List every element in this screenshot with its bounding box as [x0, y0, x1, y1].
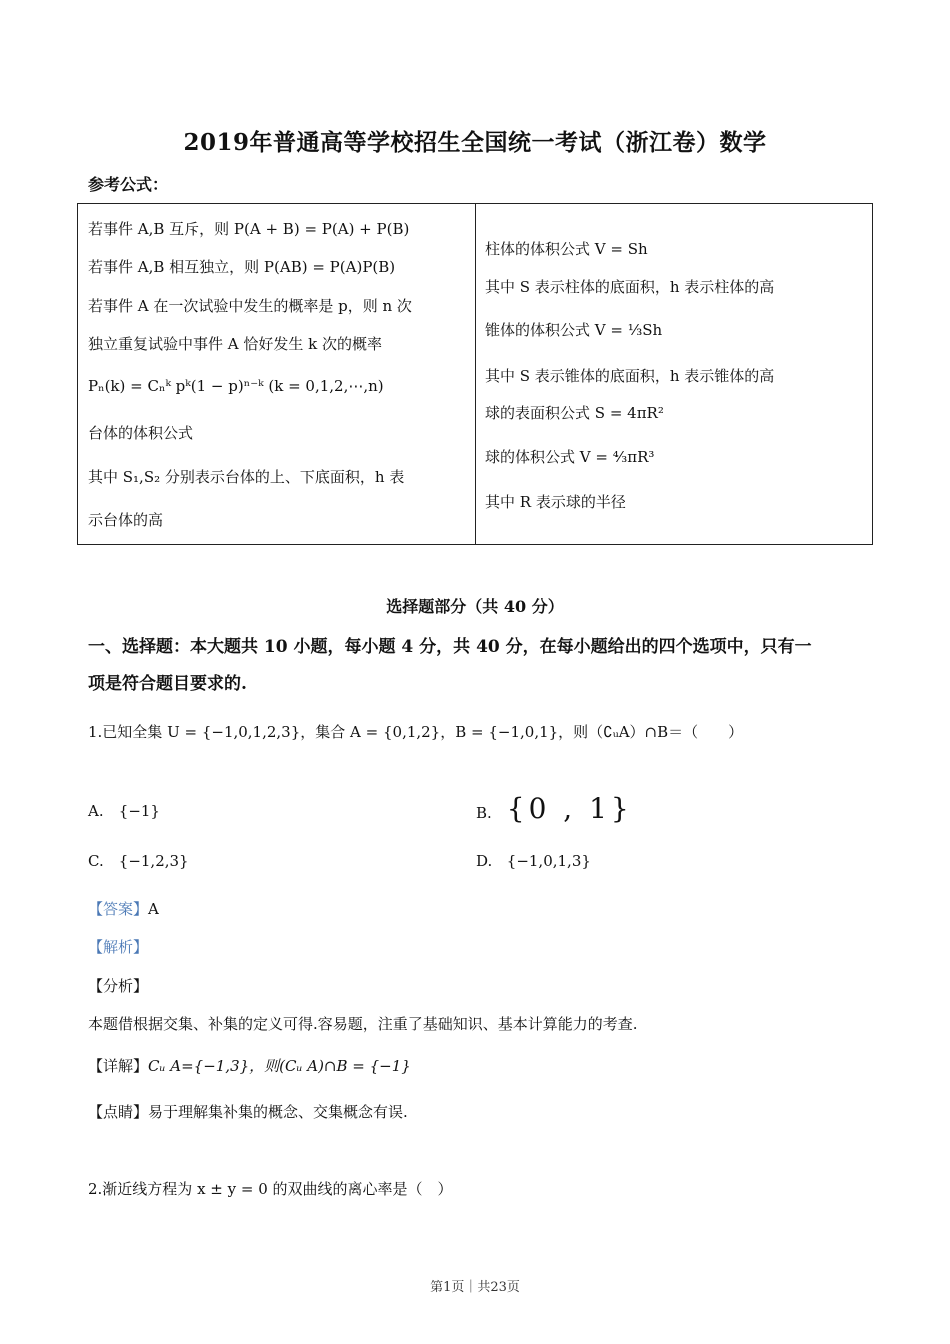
option-a-value: {−1} — [118, 802, 160, 820]
question-2-stem: 2.渐近线方程为 x ± y = 0 的双曲线的离心率是（ ） — [88, 1180, 453, 1198]
option-c — [88, 852, 189, 870]
answer-line — [88, 898, 159, 919]
formula-right-1: 柱体的体积公式 V = Sh — [485, 240, 648, 258]
option-b — [476, 792, 633, 825]
option-c-label: C. — [88, 852, 104, 870]
instruction-line-2: 项是符合题目要求的. — [88, 674, 247, 694]
fenxi-text: 本题借根据交集、补集的定义可得.容易题，注重了基础知识、基本计算能力的考查. — [88, 1015, 638, 1033]
option-d-label: D. — [476, 852, 493, 870]
formula-right-5: 球的表面积公式 S = 4πR² — [485, 404, 664, 422]
table-column-divider — [475, 204, 476, 544]
option-a — [88, 802, 160, 820]
formula-right-6: 球的体积公式 V = ⁴⁄₃πR³ — [485, 448, 655, 466]
comment-line — [88, 1101, 408, 1122]
reference-formulas-label: 参考公式： — [88, 175, 169, 194]
detail-tag: 【详解】 — [88, 1057, 149, 1075]
formula-right-4: 其中 S 表示锥体的底面积，h 表示锥体的高 — [485, 367, 775, 385]
formula-left-1: 若事件 A,B 互斥，则 P(A + B) = P(A) + P(B) — [88, 220, 410, 238]
page-title: 2019年普通高等学校招生全国统一考试（浙江卷）数学 — [183, 129, 767, 156]
analysis-tag: 【解析】 — [88, 938, 149, 956]
formula-left-8: 示台体的高 — [88, 511, 164, 529]
question-1-stem: 1.已知全集 U = {−1,0,1,2,3}，集合 A = {0,1,2}，B = {−1,0,1}，则（∁ᵤA）∩B＝（ ） — [88, 723, 744, 741]
detail-line — [88, 1055, 411, 1076]
page-footer: 第1页｜共23页 — [430, 1280, 520, 1295]
formula-right-3: 锥体的体积公式 V = ⅓Sh — [485, 321, 663, 339]
formula-left-2: 若事件 A,B 相互独立，则 P(AB) = P(A)P(B) — [88, 258, 396, 276]
option-c-value: {−1,2,3} — [118, 852, 189, 870]
formula-right-2: 其中 S 表示柱体的底面积，h 表示柱体的高 — [485, 278, 775, 296]
formula-left-5: Pₙ(k) = Cₙᵏ pᵏ(1 − p)ⁿ⁻ᵏ (k = 0,1,2,⋯,n) — [88, 377, 384, 395]
fenxi-tag: 【分析】 — [88, 977, 149, 995]
option-a-label: A. — [88, 802, 104, 820]
answer-tag: 【答案】 — [88, 900, 149, 918]
section-heading: 选择题部分（共 40 分） — [386, 597, 564, 616]
formula-left-4: 独立重复试验中事件 A 恰好发生 k 次的概率 — [88, 335, 382, 353]
option-d — [476, 852, 591, 870]
formula-table — [77, 203, 873, 545]
option-b-label: B. — [476, 804, 492, 822]
comment-tag: 【点睛】 — [88, 1103, 149, 1121]
answer-value: A — [148, 900, 159, 918]
detail-text: Cᵤ A={−1,3}，则(Cᵤ A)∩B = {−1} — [148, 1057, 411, 1075]
option-b-value: {0 , 1} — [506, 792, 633, 825]
instruction-line-1: 一、选择题：本大题共 10 小题，每小题 4 分，共 40 分，在每小题给出的四个选项中，只有一 — [88, 637, 812, 657]
formula-left-6: 台体的体积公式 — [88, 424, 194, 442]
formula-left-3: 若事件 A 在一次试验中发生的概率是 p，则 n 次 — [88, 297, 412, 315]
formula-right-7: 其中 R 表示球的半径 — [485, 493, 626, 511]
formula-left-7: 其中 S₁,S₂ 分别表示台体的上、下底面积，h 表 — [88, 468, 405, 486]
option-d-value: {−1,0,1,3} — [506, 852, 591, 870]
comment-text: 易于理解集补集的概念、交集概念有误. — [148, 1103, 408, 1121]
